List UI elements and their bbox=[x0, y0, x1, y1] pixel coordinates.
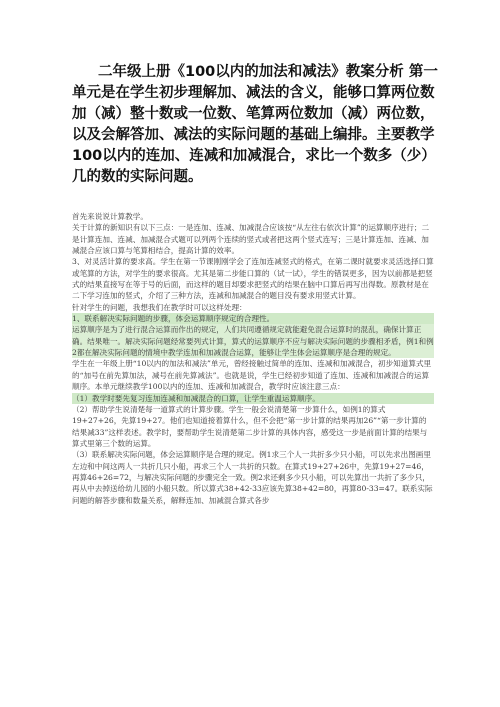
paragraph: 首先来说说计算教学。 bbox=[72, 212, 148, 221]
document-title: 二年级上册《100以内的加法和减法》教案分析 第一单元是在学生初步理解加、减法的含义，能够口算两位数加（减）整十数或一位数、笔算两位数加（减）两位数，以及会解答加、减法的实际问题的基础上编排。主要教学100以内的连加、连减和加减混合，求比一个数多（少）几的数的实际问题。 bbox=[72, 64, 438, 185]
document-body bbox=[72, 211, 434, 506]
paragraph: 针对学生的问题，我想我们在教学时可以这样处理： bbox=[72, 302, 247, 312]
paragraph: （3）联系解决实际问题，体会运算顺序是合理的规定。例1求三个人一共折多少只小船，可以先求出图画里左边和中间这两人一共折几只小船，再求三个人一共折的只数。在算式19+27+26中，先算19+27=46，再算46+26=72，与解决实际问题的步骤完全一致。例2求还剩多少只小船，可以先算出一共折了多少只，再从中去掉送给幼儿园的小船只数。所以算式38+42-33应该先算38+42=80，再算80-33=47。联系实际问题的解答步骤和数量关系，解释连加、加减混合算式各步 bbox=[72, 450, 433, 505]
paragraph: （1）教学时要先复习连加连减和加减混合的口算，让学生重温运算顺序。 bbox=[72, 393, 434, 404]
paragraph: 关于计算的新知识有以下三点：一是连加、连减、加减混合应该按“从左往右依次计算”的运算顺序进行；二是计算连加、连减、加减混合式题可以列两个连续的竖式或者把这两个竖式连写；三是计算连加、连减、加减混合应该口算与笔算相结合，提高计算的效率。 bbox=[72, 223, 430, 256]
paragraph: 1、联系解决实际问题的步骤，体会运算顺序规定的合理性。 bbox=[72, 313, 434, 324]
paragraph: （2）帮助学生说清楚每一道算式的计算步骤。学生一般会说清楚第一步算什么，如例1的算式19+27+26，先算19+27。他们也知道接着算什么，但不会把“第一步计算的结果再加26”“第一步计算的结果减33”这样表述。教学时，要帮助学生说清楚第二步计算的具体内容，感受这一步是前面计算的结果与算式里第三个数的运算。 bbox=[72, 404, 428, 448]
paragraph: 运算顺序是为了进行混合运算而作出的规定，人们共同遵循规定就能避免混合运算时的混乱，确保计算正确。结果唯一。解决实际问题经常要列式计算，算式的运算顺序不应与解决实际问题的步骤相矛盾，例1和例2都在解决实际问题的情境中教学连加和加减混合运算，能够让学生体会运算顺序是合理的规定。 bbox=[72, 325, 434, 358]
paragraph: 3、对灵活计算的要求高。学生在第一节课刚刚学会了连加连减竖式的格式，在第二课时就要求灵活选择口算或笔算的方法，对学生的要求很高。尤其是第二步能口算的（试一试），学生的错误更多，因为以前都是把竖式的结果直接写在等于号的后面，而这样的题目却要求把竖式的结果在脑中口算后再写出得数。原教材是在二下学习连加的竖式，介绍了三种方法，连减和加减混合的题目没有要求用竖式计算。 bbox=[72, 257, 434, 301]
paragraph: 学生在一年级上册“10以内的加法和减法”单元，曾经接触过简单的连加、连减和加减混合，初步知道算式里的“加号在前先算加法，减号在前先算减法”。也就是说，学生已经初步知道了连加、连减和加减混合的运算顺序。本单元继续教学100以内的连加、连减和加减混合，教学时应该注意三点： bbox=[72, 359, 432, 392]
